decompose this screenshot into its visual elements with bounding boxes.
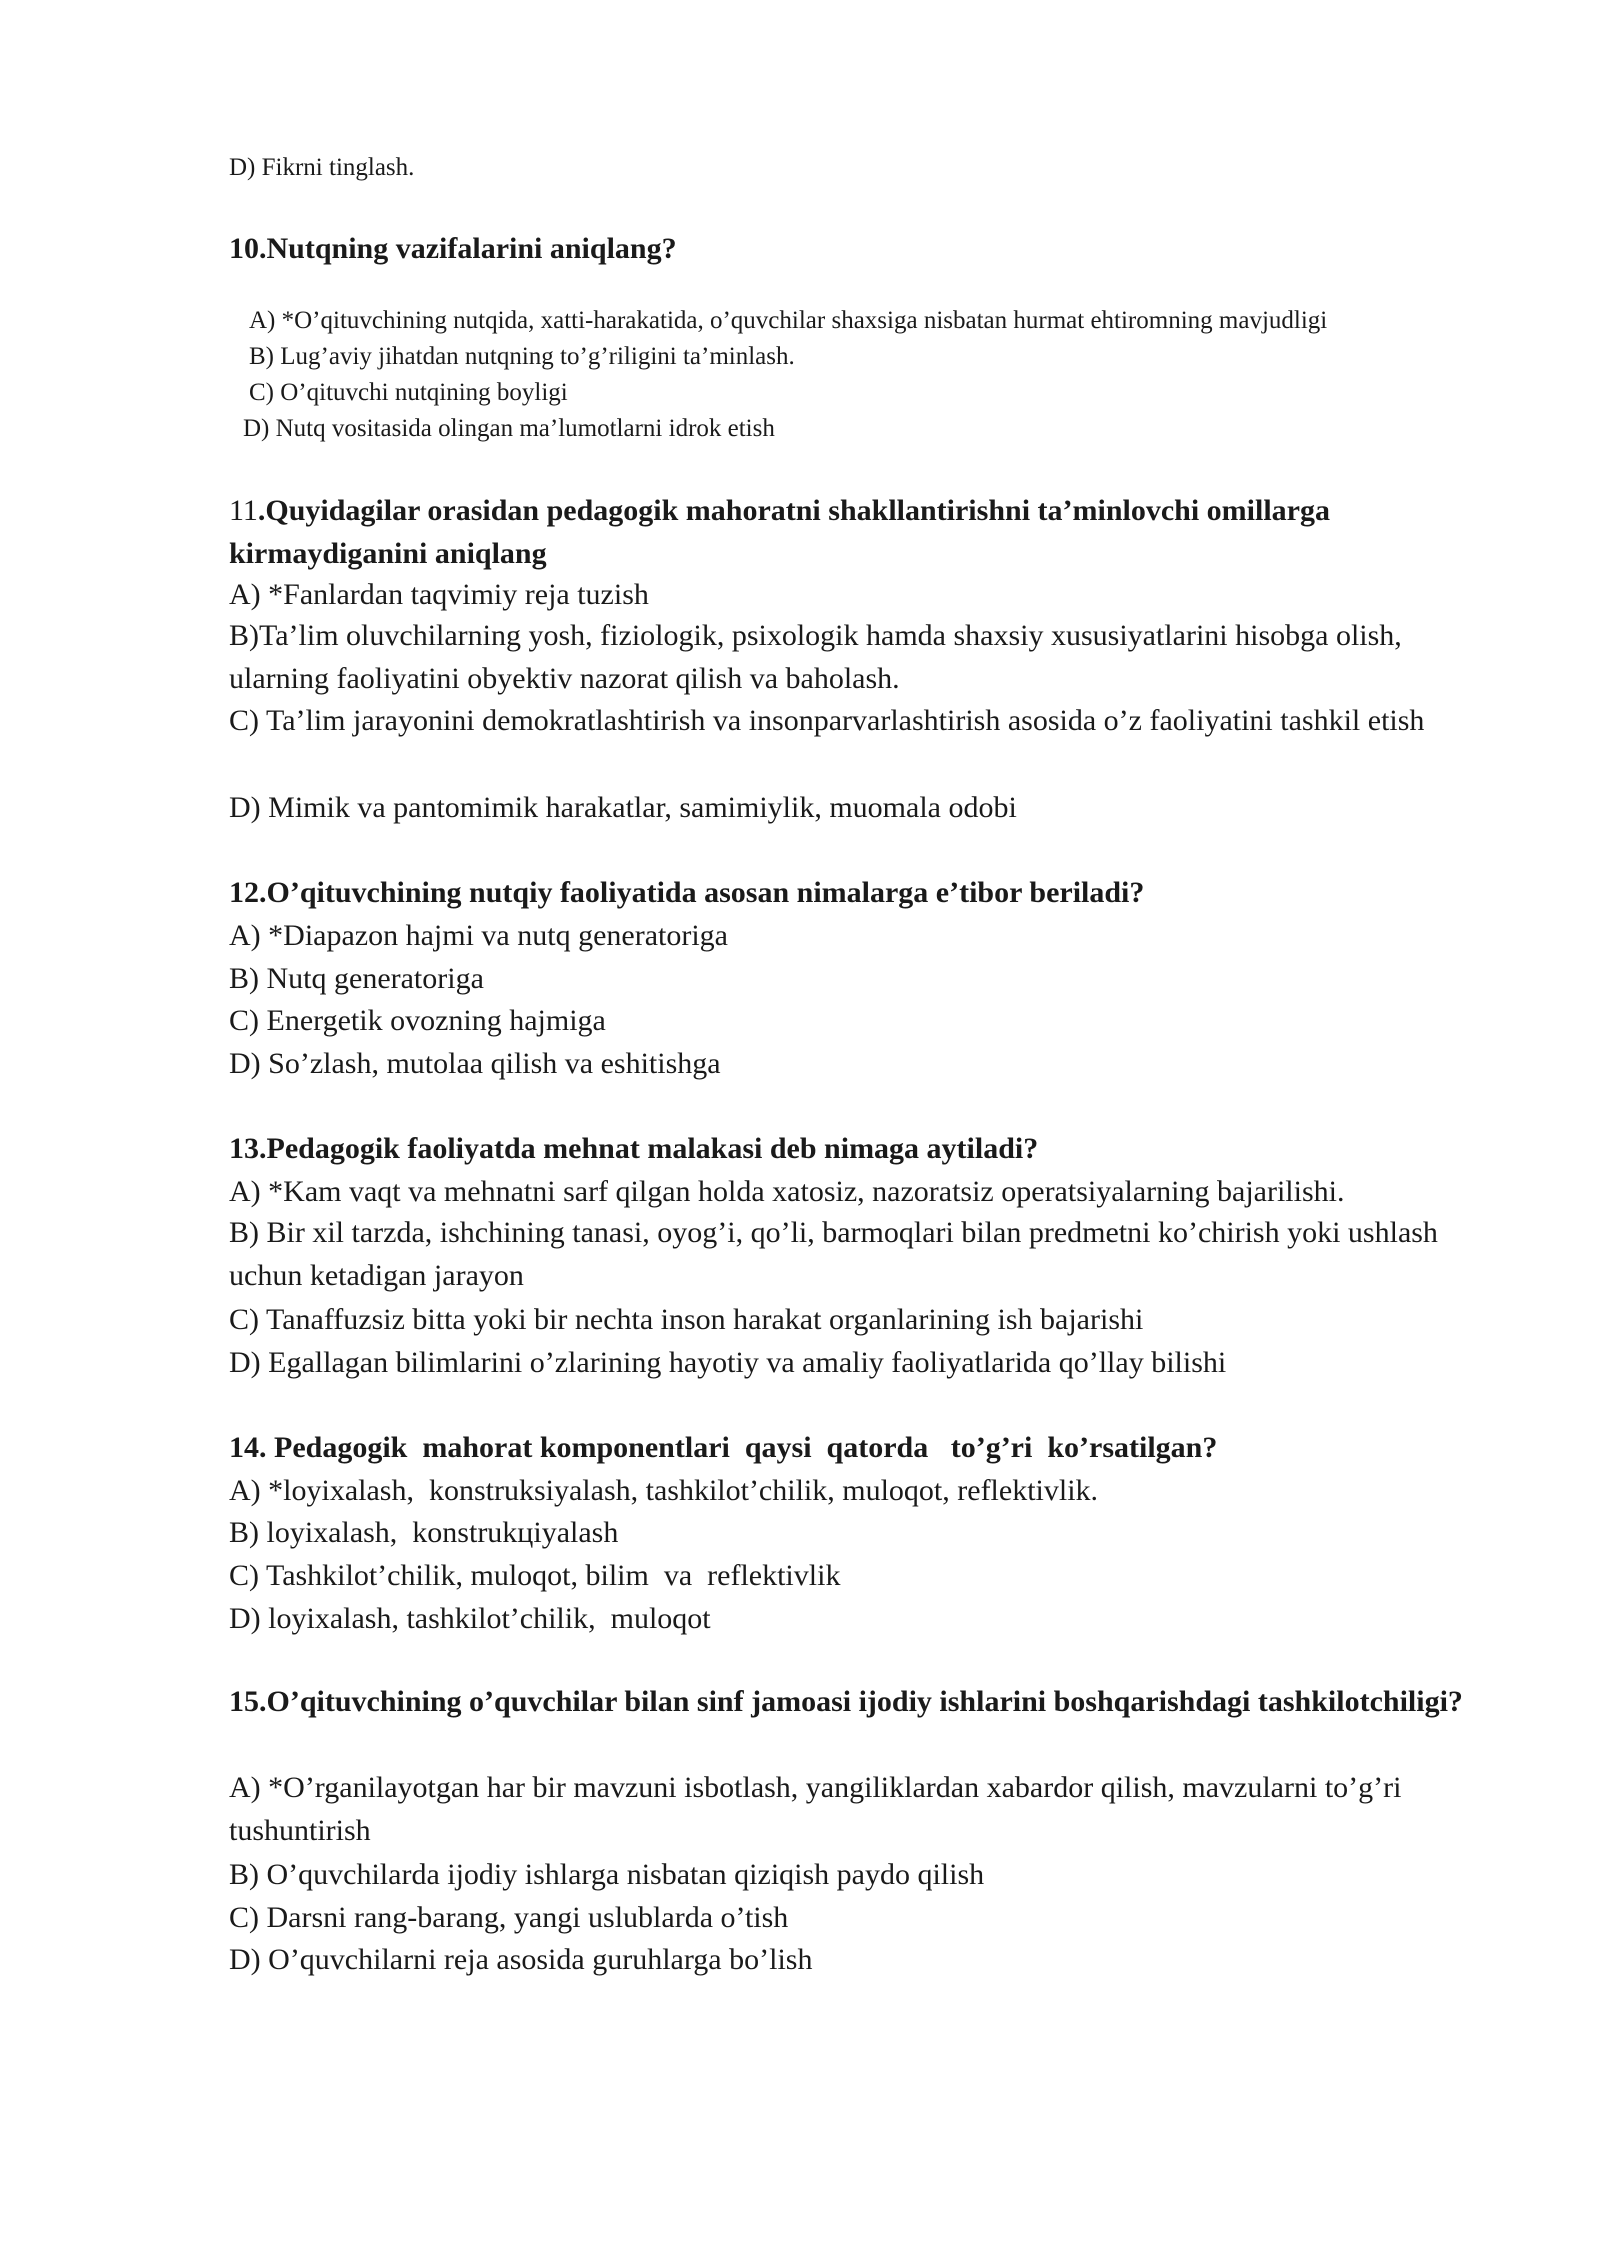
question-15-option-d: D) O’quvchilarni reja asosida guruhlarga bo’lish bbox=[229, 1943, 813, 1976]
option-d-previous: D) Fikrni tinglash. bbox=[229, 154, 415, 181]
question-11-option-d: D) Mimik va pantomimik harakatlar, samimiylik, muomala odobi bbox=[229, 791, 1017, 824]
question-14-option-a: A) *loyixalash, konstruksiyalash, tashkilot’chilik, muloqot, reflektivlik. bbox=[229, 1474, 1099, 1507]
question-15-title: 15.O’qituvchining o’quvchilar bilan sinf jamoasi ijodiy ishlarini boshqarishdagi tashkilotchiligi? bbox=[229, 1685, 1463, 1718]
question-14-title: 14. Pedagogik mahorat komponentlari qaysi qatorda to’g’ri ko’rsatilgan? bbox=[229, 1431, 1218, 1464]
question-11-option-b: B)Ta’lim oluvchilarning yosh, fiziologik, psixologik hamda shaxsiy xususiyatlarini hisobga olish, ularning faoliyatini obyektiv nazorat qilish va baholash. bbox=[229, 619, 1402, 695]
question-11-option-a: A) *Fanlardan taqvimiy reja tuzish bbox=[229, 578, 649, 611]
question-10-option-b: B) Lug’aviy jihatdan nutqning to’g’riligini ta’minlash. bbox=[249, 343, 795, 370]
question-13-option-a: A) *Kam vaqt va mehnatni sarf qilgan holda xatosiz, nazoratsiz operatsiyalarning bajarilishi. bbox=[229, 1175, 1345, 1208]
question-13-option-b: B) Bir xil tarzda, ishchining tanasi, oyog’i, qo’li, barmoqlari bilan predmetni ko’chirish yoki ushlash uchun ketadigan jarayon bbox=[229, 1216, 1438, 1292]
question-10-title: 10.Nutqning vazifalarini aniqlang? bbox=[229, 232, 677, 265]
question-12-option-b: B) Nutq generatoriga bbox=[229, 962, 484, 995]
question-15-option-a: A) *O’rganilayotgan har bir mavzuni isbotlash, yangiliklardan xabardor qilish, mavzularni to’g’ri tushuntirish bbox=[229, 1771, 1402, 1847]
question-15-option-b: B) O’quvchilarda ijodiy ishlarga nisbatan qiziqish paydo qilish bbox=[229, 1858, 985, 1891]
question-12-option-a: A) *Diapazon hajmi va nutq generatoriga bbox=[229, 919, 728, 952]
question-11-text: .Quyidagilar orasidan pedagogik mahoratni shakllantirishni ta’minlovchi omillarga kirmaydiganini aniqlang bbox=[229, 494, 1330, 570]
question-13-title: 13.Pedagogik faoliyatda mehnat malakasi deb nimaga aytiladi? bbox=[229, 1132, 1039, 1165]
question-10-option-d: D) Nutq vositasida olingan ma’lumotlarni idrok etish bbox=[243, 415, 775, 442]
question-12-option-d: D) So’zlash, mutolaa qilish va eshitishga bbox=[229, 1047, 721, 1080]
question-14-option-d: D) loyixalash, tashkilot’chilik, muloqot bbox=[229, 1602, 711, 1635]
question-12-title: 12.O’qituvchining nutqiy faoliyatida asosan nimalarga e’tibor beriladi? bbox=[229, 876, 1145, 909]
question-10-option-c: C) O’qituvchi nutqining boyligi bbox=[249, 379, 568, 406]
question-11-option-c: C) Ta’lim jarayonini demokratlashtirish va insonparvarlashtirish asosida o’z faoliyatini tashkil etish bbox=[229, 704, 1425, 737]
question-11-number: 11 bbox=[229, 494, 258, 527]
question-10-option-a: A) *O’qituvchining nutqida, xatti-harakatida, o’quvchilar shaxsiga nisbatan hurmat ehtiromning mavjudligi bbox=[249, 307, 1328, 334]
question-14-option-b: B) loyixalash, konstrukцiyalash bbox=[229, 1516, 619, 1549]
question-13-option-c: C) Tanaffuzsiz bitta yoki bir nechta inson harakat organlarining ish bajarishi bbox=[229, 1303, 1144, 1336]
question-14-option-c: C) Tashkilot’chilik, muloqot, bilim va reflektivlik bbox=[229, 1559, 841, 1592]
question-15-option-c: C) Darsni rang-barang, yangi uslublarda o’tish bbox=[229, 1901, 789, 1934]
question-13-option-d: D) Egallagan bilimlarini o’zlarining hayotiy va amaliy faoliyatlarida qo’llay bilishi bbox=[229, 1346, 1227, 1379]
question-12-option-c: C) Energetik ovozning hajmiga bbox=[229, 1004, 606, 1037]
question-11-title bbox=[229, 489, 1469, 575]
